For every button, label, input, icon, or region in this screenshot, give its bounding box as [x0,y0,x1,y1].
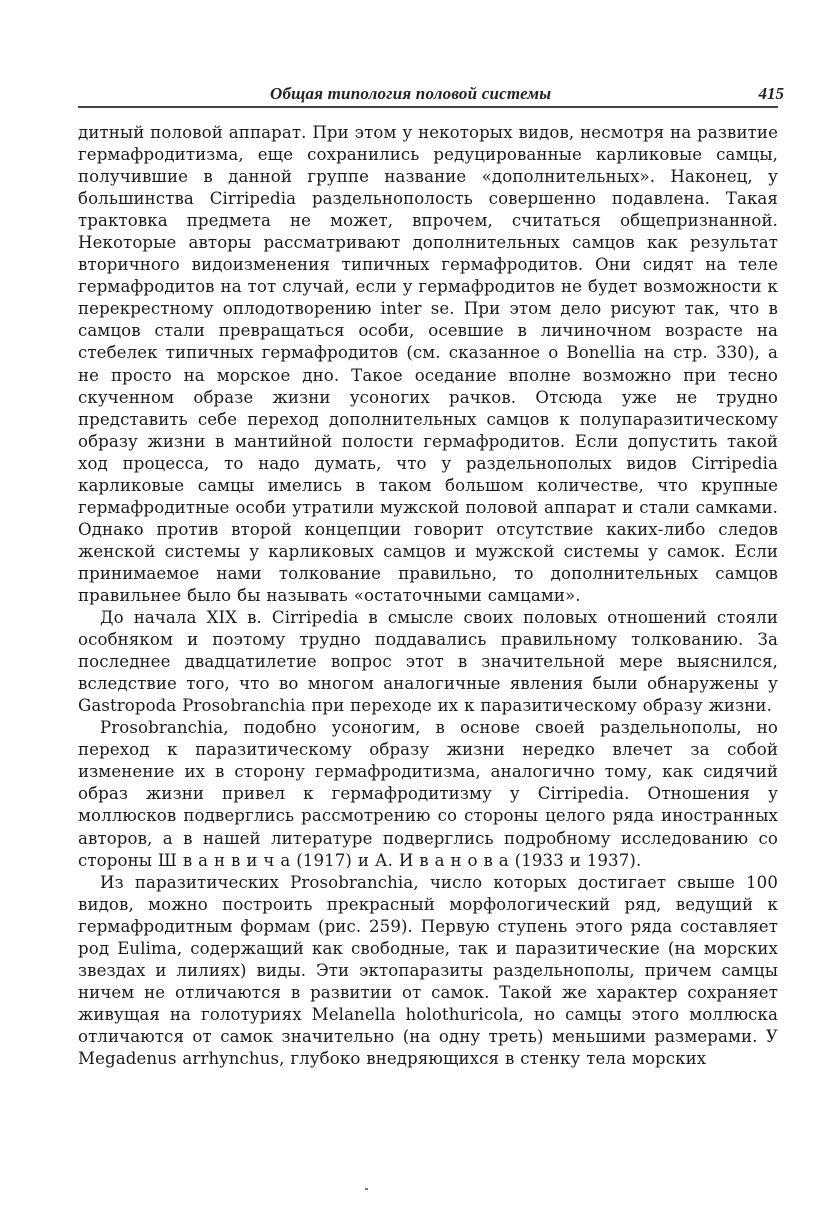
paragraph-continuation: дитный половой аппарат. При этом у некоторых видов, несмотря на развитие гермафродитизма, еще сохранились редуцированные карликовые самцы, получившие в данной группе название «дополнительных». Наконец, у большинства Cirripedia раздельнополость совершенно подавлена. Такая трактовка предмета не может, впрочем, считаться общепризнанной. Некоторые авторы рассматривают дополнительных самцов как результат вторичного видоизменения типичных гермафродитов. Они сидят на теле гермафродитов на тот случай, если у гермафродитов не будет возможности к перекрестному оплодотворению inter se. При этом дело рисуют так, что в самцов стали превращаться особи, осевшие в личиночном возрасте на стебелек типичных гермафродитов (см. сказанное о Bonellia на стр. 330), а не просто на морское дно. Такое оседание вполне возможно при тесно скученном образе жизни усоногих рачков. Отсюда уже не трудно представить себе переход дополнительных самцов к полупаразитическому образу жизни в мантийной полости гермафродитов. Если допустить такой ход процесса, то надо думать, что у раздельнополых видов Cirripedia карликовые самцы имелись в таком большом количестве, что крупные гермафродитные особи утратили мужской половой аппарат и стали самками. Однако против второй концепции говорит отсутствие каких-либо следов женской системы у карликовых самцов и мужской системы у самок. Если принимаемое нами толкование правильно, то дополнительных самцов правильнее было бы называть «остаточными самцами». [78,123,779,605]
header-rule [78,106,778,108]
body-text [78,122,778,1070]
paragraph-parasitic-series: Из паразитических Prosobranchia, число которых достигает свыше 100 видов, можно построить прекрасный морфологический ряд, ведущий к гермафродитным формам (рис. 259). Первую ступень этого ряда составляет род Eulima, содержащий как свободные, так и паразитические (на морских звездах и лилиях) виды. Эти эктопаразиты раздельнополы, причем самцы ничем не отличаются в развитии от самок. Такой же характер сохраняет живущая на голотуриях Melanella holothuricola, но самцы этого моллюска отличаются от самок значительно (на одну треть) меньшими размерами. У Megadenus arrhynchus, глубоко внедряющихся в стенку тела морских [78,872,778,1068]
running-title: Общая типология половой системы [270,84,552,103]
page-speck [365,1188,368,1190]
paragraph-prosobranchia: Prosobranchia, подобно усоногим, в основе своей раздельнополы, но переход к паразитическому образу жизни нередко влечет за собой изменение их в сторону гермафродитизма, аналогично тому, как сидячий образ жизни привел к гермафродитизму у Cirripedia. Отношения у моллюсков подверглись рассмотрению со стороны целого ряда иностранных авторов, а в нашей литературе подверглись подробному исследованию со стороны Ш в а н в и ч а (1917) и А. И в а н о в а (1933 и 1937). [78,718,778,870]
paragraph-cirripedia-history: До начала XIX в. Cirripedia в смысле своих половых отношений стояли особняком и поэтому трудно поддавались правильному толкованию. За последнее двадцатилетие вопрос этот в значительной мере выяснился, вследствие того, что во многом аналогичные явления были обнаружены у Gastropoda Prosobranchia при переходе их к паразитическому образу жизни. [78,608,778,716]
book-page [78,82,784,1070]
running-head [78,82,784,106]
page-number: 415 [758,84,784,103]
